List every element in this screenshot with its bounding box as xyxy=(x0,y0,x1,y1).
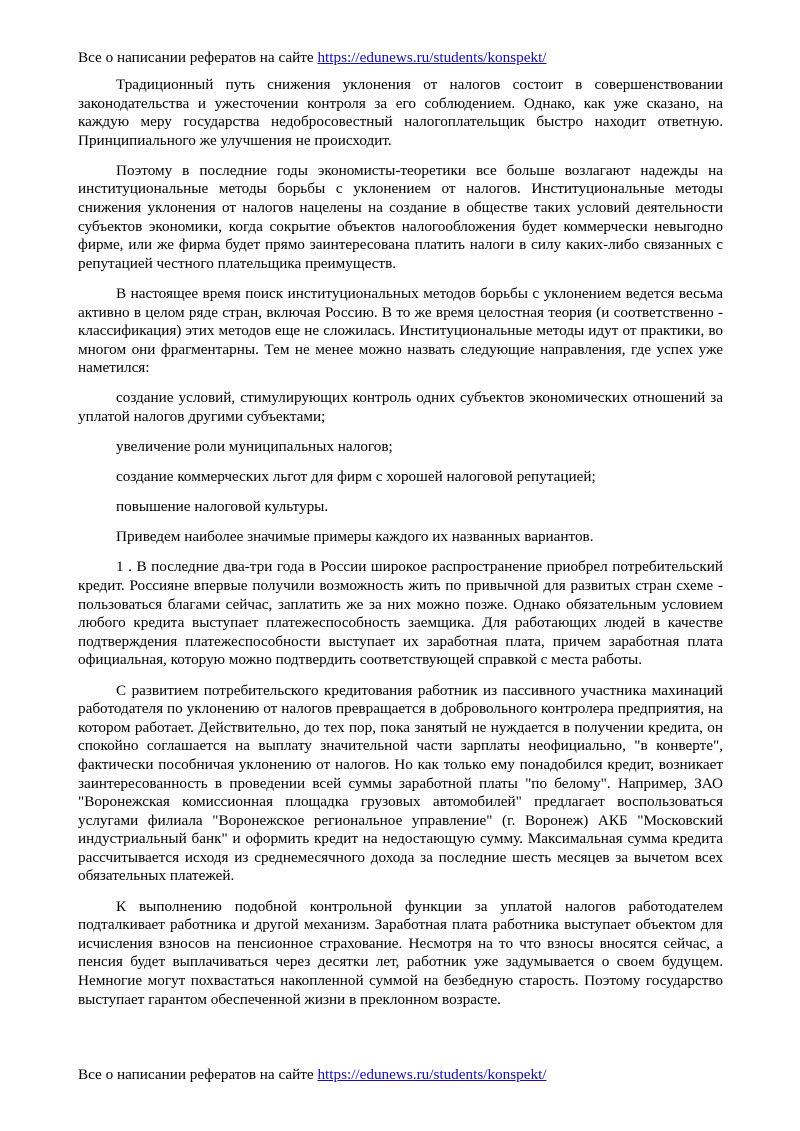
document-body xyxy=(78,76,723,1021)
page-footer xyxy=(78,1065,547,1085)
list-item-1: создание условий, стимулирующих контроль одних субъектов экономических отношений за уплатой налогов другими субъектами; xyxy=(78,389,723,425)
footer-prefix-text: Все о написании рефератов на сайте xyxy=(78,1066,318,1083)
header-prefix-text: Все о написании рефератов на сайте xyxy=(78,49,318,66)
list-item-3: создание коммерческих льгот для фирм с хорошей налоговой репутацией; xyxy=(116,468,596,486)
paragraph-1: Традиционный путь снижения уклонения от налогов состоит в совершенствовании законодательства и ужесточении контроля за его соблюдением. Однако, как уже сказано, на каждую меру государства недобросовестный налогоплательщик быстро находит ответную. Принципиального же улучшения не происходит. xyxy=(78,76,723,149)
page-header xyxy=(78,48,547,68)
footer-site-link[interactable]: https://edunews.ru/students/konspekt/ xyxy=(317,1066,547,1083)
paragraph-employee-controller: С развитием потребительского кредитования работник из пассивного участника махинаций работодателя по уклонению от налогов превращается в добровольного контролера предприятия, на котором работает. Действительно, до тех пор, пока занятый не нуждается в получении кредита, он спокойно соглашается на выплату значительной части зарплаты неофициально, "в конверте", фактически пособничая уклонению от налогов. Но как только ему понадобился кредит, возникает заинтересованность в проведении всей суммы заработной платы "по белому". Например, ЗАО "Воронежская комиссионная площадка грузовых автомобилей" предлагает воспользоваться услугами филиала "Воронежское региональное управление" (г. Воронеж) АКБ "Московский индустриальный банк" и оформить кредит на недостающую сумму. Максимальная сумма кредита рассчитывается исходя из среднемесячного дохода за последние шесть месяцев за вычетом всех обязательных платежей. xyxy=(78,681,723,885)
paragraph-pension: К выполнению подобной контрольной функции за уплатой налогов работодателем подталкивает работника и другой механизм. Заработная плата работника выступает объектом для исчисления взносов на пенсионное страхование. Несмотря на то что взносы вносятся сейчас, а пенсия будет выплачиваться через десятки лет, работник уже задумывается о своем будущем. Немногие могут похвастаться накопленной суммой на безбедную старость. Поэтому государство выступает гарантом обеспеченной жизни в преклонном возрасте. xyxy=(78,897,723,1008)
list-item-2: увеличение роли муниципальных налогов; xyxy=(116,438,393,456)
list-item-4: повышение налоговой культуры. xyxy=(116,498,329,516)
paragraph-examples-intro: Приведем наиболее значимые примеры каждого их названных вариантов. xyxy=(116,528,594,546)
header-site-link[interactable]: https://edunews.ru/students/konspekt/ xyxy=(317,49,547,66)
paragraph-consumer-credit: 1 . В последние два-три года в России широкое распространение приобрел потребительский кредит. Россияне впервые получили возможность жить по привычной для развитых стран схеме - пользоваться благами сейчас, заплатить же за них можно позже. Однако обязательным условием любого кредита выступает платежеспособность заемщика. Для работающих людей в качестве подтверждения платежеспособности выступает их заработная плата, причем заработная плата официальная, которую можно подтвердить соответствующей справкой с места работы. xyxy=(78,558,723,669)
paragraph-2: Поэтому в последние годы экономисты-теоретики все больше возлагают надежды на институциональные методы борьбы с уклонением от налогов. Институциональные методы снижения уклонения от налогов нацелены на создание в обществе таких условий деятельности субъектов экономики, когда сокрытие объектов налогообложения будет коммерчески невыгодно фирме, или же фирма будет прямо заинтересована платить налоги в силу каких-либо связанных с репутацией честного плательщика преимуществ. xyxy=(78,161,723,272)
paragraph-3: В настоящее время поиск институциональных методов борьбы с уклонением ведется весьма активно в целом ряде стран, включая Россию. В то же время целостная теория (и соответственно - классификация) этих методов еще не сложилась. Институциональные методы идут от практики, во многом они фрагментарны. Тем не менее можно назвать следующие направления, где успех уже наметился: xyxy=(78,284,723,377)
